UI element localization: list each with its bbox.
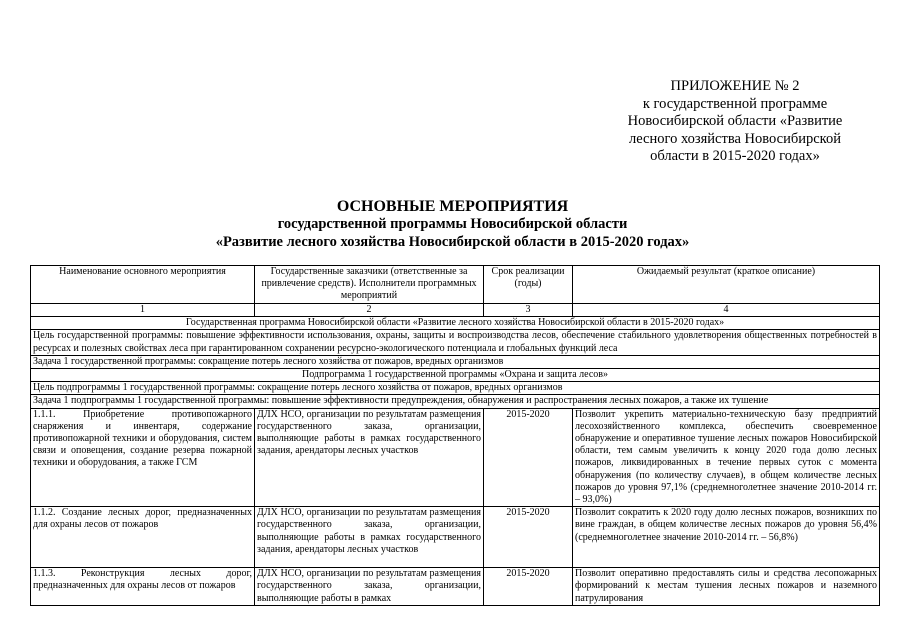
measure-customers-cell: ДЛХ НСО, организации по результатам размещения государственного заказа, организации, выполняющие работы в рамках государственного задания, арендаторы лесных участков <box>255 408 484 507</box>
measure-name-cell: 1.1.2. Создание лесных дорог, предназначенных для охраны лесов от пожаров <box>31 507 255 568</box>
appendix-line: Новосибирской области «Развитие <box>627 113 843 129</box>
table-row <box>31 408 880 507</box>
program-title-cell: Государственная программа Новосибирской области «Развитие лесного хозяйства Новосибирской области в 2015-2020 годах» <box>31 317 880 330</box>
subprogram-title-cell: Подпрограмма 1 государственной программы «Охрана и защита лесов» <box>31 369 880 382</box>
title-line: ОСНОВНЫЕ МЕРОПРИЯТИЯ <box>336 198 569 215</box>
program-task-cell: Задача 1 государственной программы: сокращение потерь лесного хозяйства от пожаров, вредных организмов <box>31 355 880 368</box>
table-row <box>31 330 880 355</box>
measures-table <box>30 265 880 606</box>
measure-period-cell: 2015-2020 <box>484 408 573 507</box>
subprogram-task-cell: Задача 1 подпрограммы 1 государственной программы: повышение эффективности предупреждения, обнаружения и распространения лесных пожаров, а также их тушение <box>31 395 880 408</box>
measure-name-cell: 1.1.3. Реконструкция лесных дорог, предназначенных для охраны лесов от пожаров <box>31 568 255 606</box>
table-row <box>31 568 880 606</box>
table-row <box>31 395 880 408</box>
table-header-cell: Государственные заказчики (ответственные за привлечение средств). Исполнители программных мероприятий <box>255 266 484 304</box>
column-number: 3 <box>484 304 573 317</box>
appendix-line: лесного хозяйства Новосибирской <box>629 130 841 147</box>
table-header-row <box>31 266 880 304</box>
subprogram-goal-cell: Цель подпрограммы 1 государственной программы: сокращение потерь лесного хозяйства от пожаров, вредных организмов <box>31 382 880 395</box>
title-line: «Развитие лесного хозяйства Новосибирской области в 2015-2020 годах» <box>215 233 690 250</box>
table-row <box>31 507 880 568</box>
column-number: 1 <box>31 304 255 317</box>
table-header-cell: Наименование основного мероприятия <box>31 266 255 304</box>
title-line: государственной программы Новосибирской области <box>277 216 628 232</box>
appendix-line: к государственной программе <box>642 95 828 112</box>
measure-customers-cell: ДЛХ НСО, организации по результатам размещения государственного заказа, организации, выполняющие работы в рамках <box>255 568 484 606</box>
column-number: 2 <box>255 304 484 317</box>
column-number: 4 <box>573 304 880 317</box>
table-header-cell: Ожидаемый результат (краткое описание) <box>573 266 880 304</box>
measure-name-cell: 1.1.1. Приобретение противопожарного снаряжения и инвентаря, содержание противопожарной техники и оборудования, систем связи и оповещения, создание резерва пожарной техники и оборудования, а также ГСМ <box>31 408 255 507</box>
table-row <box>31 382 880 395</box>
measure-period-cell: 2015-2020 <box>484 507 573 568</box>
table-row <box>31 369 880 382</box>
table-header-cell: Срок реализации (годы) <box>484 266 573 304</box>
measure-result-cell: Позволит укрепить материально-техническую базу предприятий лесохозяйственного комплекса, обеспечить своевременное обнаружение и оперативное тушение лесных пожаров Новосибирской области, тем самым увеличить к концу 2020 года долю лесных пожаров, ликвидированных в течение первых суток с момента обнаружения (по количеству случаев), в общем количестве лесных пожаров до уровня 97,1% (среднемноголетнее значение 2010-2014 гг. – 93,0%) <box>573 408 880 507</box>
column-number-row <box>31 304 880 317</box>
table-row <box>31 317 880 330</box>
table-row <box>31 355 880 368</box>
appendix-block <box>590 78 880 166</box>
appendix-line: области в 2015-2020 годах» <box>650 148 820 164</box>
appendix-line: ПРИЛОЖЕНИЕ № 2 <box>670 78 800 94</box>
measure-customers-cell: ДЛХ НСО, организации по результатам размещения государственного заказа, организации, выполняющие работы в рамках государственного задания, арендаторы лесных участков <box>255 507 484 568</box>
program-goal-cell: Цель государственной программы: повышение эффективности использования, охраны, защиты и воспроизводства лесов, обеспечение стабильного удовлетворения общественных потребностей в ресурсах и полезных свойствах леса при гарантированном сохранении ресурсно-экологического потенциала и глобальных функций леса <box>31 330 880 355</box>
measure-result-cell: Позволит оперативно предоставлять силы и средства лесопожарных формирований к местам тушения лесных пожаров и наземного патрулирования <box>573 568 880 606</box>
document-title <box>0 198 905 251</box>
measure-period-cell: 2015-2020 <box>484 568 573 606</box>
measure-result-cell: Позволит сократить к 2020 году долю лесных пожаров, возникших по вине граждан, в общем количестве лесных пожаров до уровня 56,4% (среднемноголетнее значение 2010-2014 гг. – 56,8%) <box>573 507 880 568</box>
